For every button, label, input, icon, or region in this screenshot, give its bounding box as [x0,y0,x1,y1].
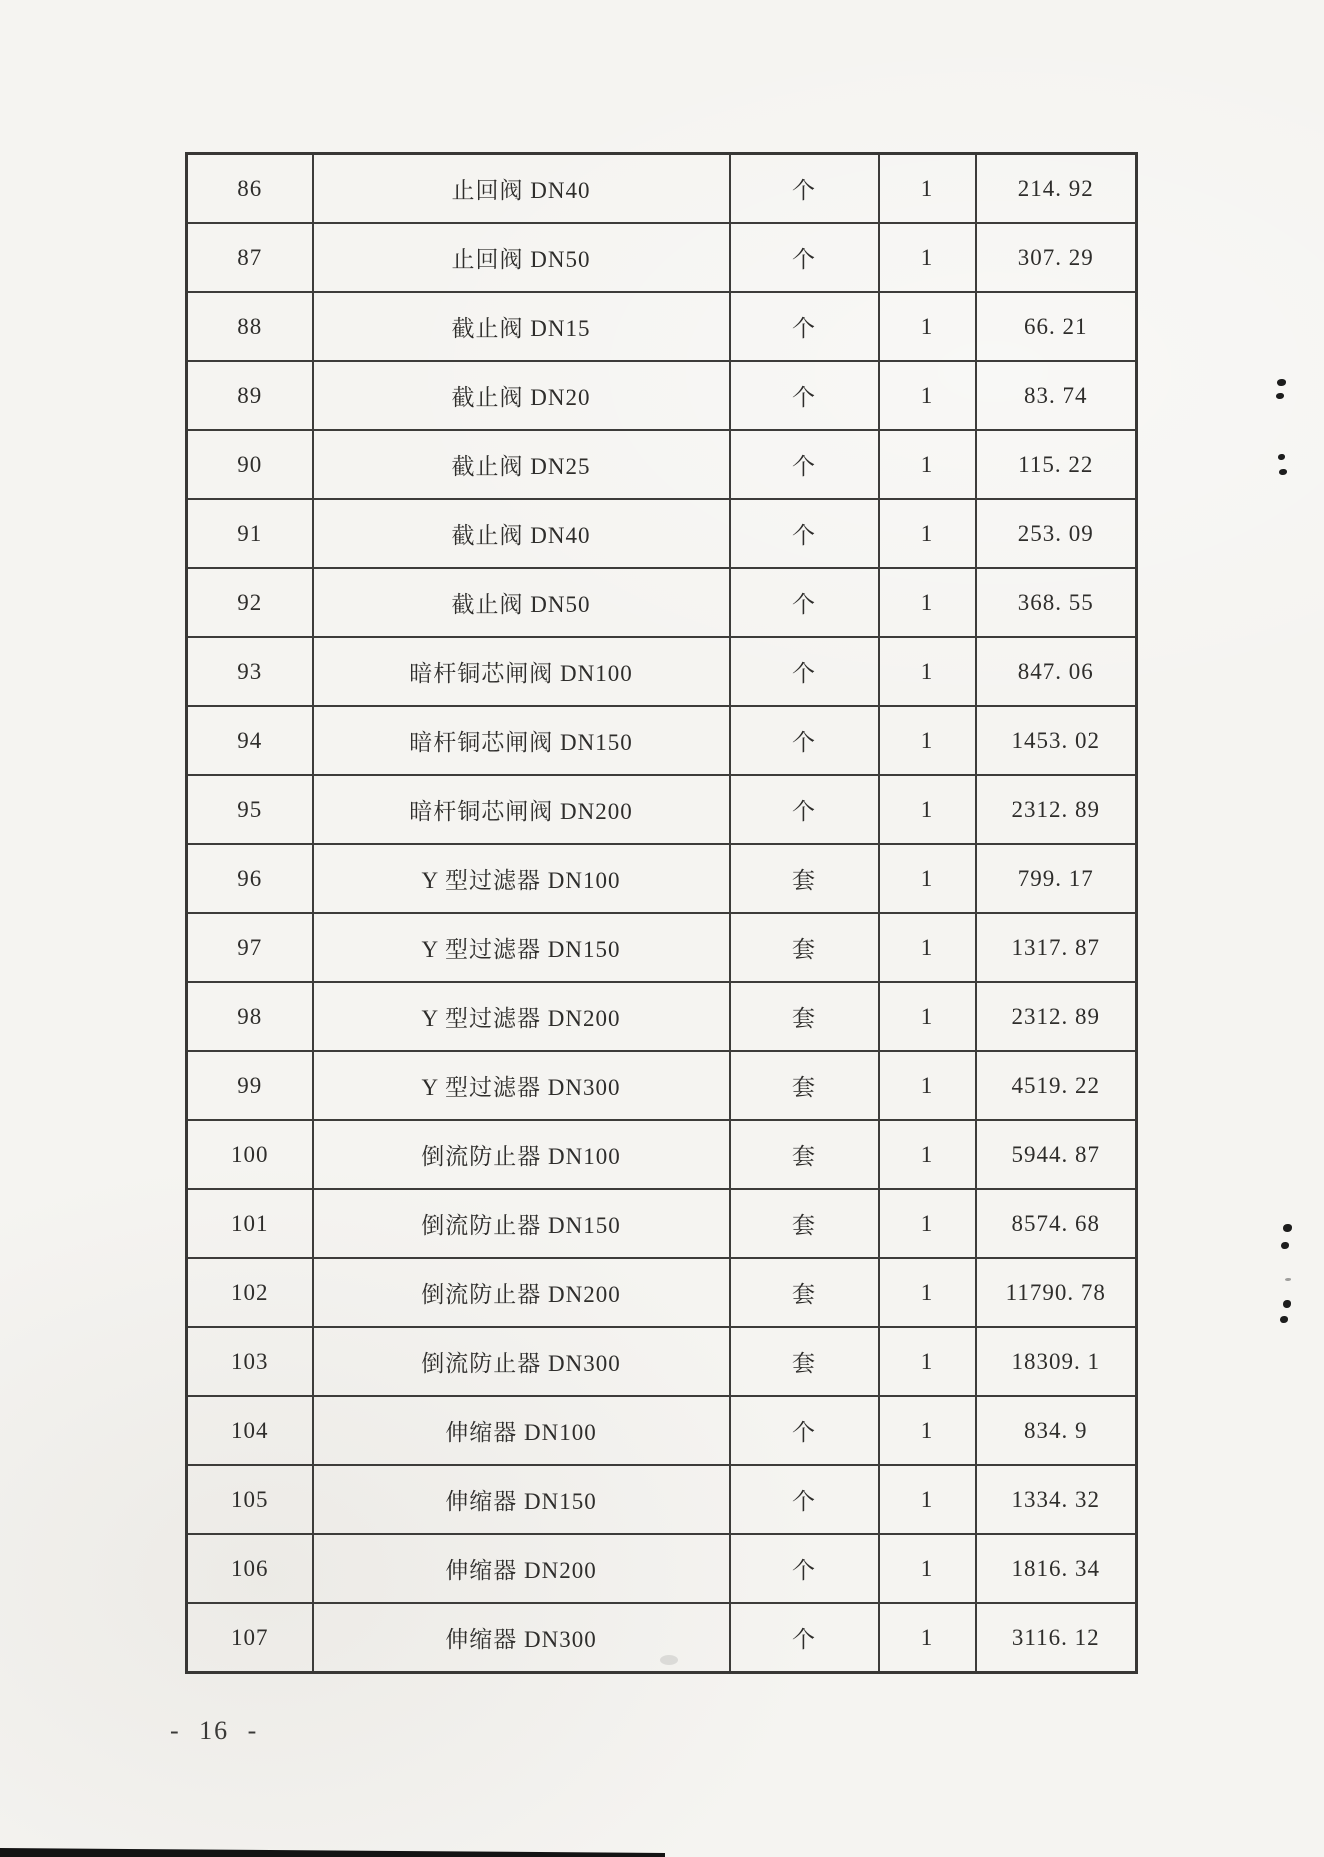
row-index-cell: 99 [187,1051,313,1120]
unit-cell: 个 [730,361,879,430]
quantity-cell: 1 [879,637,976,706]
table-row [187,1051,1137,1120]
unit-cell: 个 [730,775,879,844]
item-name-cell: 止回阀 DN50 [313,223,730,292]
ink-speck [1276,393,1284,399]
unit-cell: 个 [730,154,879,224]
ink-speck [1283,1300,1291,1308]
row-index-cell: 95 [187,775,313,844]
scan-artifact-bottom-edge [0,1848,665,1857]
unit-cell: 套 [730,982,879,1051]
row-index-cell: 103 [187,1327,313,1396]
table-row [187,982,1137,1051]
quantity-cell: 1 [879,982,976,1051]
row-index-cell: 100 [187,1120,313,1189]
table-row [187,844,1137,913]
row-index-cell: 106 [187,1534,313,1603]
item-name-cell: 截止阀 DN15 [313,292,730,361]
item-name-cell: 倒流防止器 DN300 [313,1327,730,1396]
row-index-cell: 92 [187,568,313,637]
table-row [187,1396,1137,1465]
ink-speck [1280,1316,1288,1323]
price-cell: 368. 55 [976,568,1137,637]
quantity-cell: 1 [879,1120,976,1189]
quantity-cell: 1 [879,292,976,361]
price-cell: 2312. 89 [976,775,1137,844]
row-index-cell: 102 [187,1258,313,1327]
table-row [187,223,1137,292]
quantity-cell: 1 [879,1051,976,1120]
item-name-cell: 截止阀 DN40 [313,499,730,568]
unit-cell: 套 [730,1258,879,1327]
unit-cell: 套 [730,1051,879,1120]
ink-speck [1281,1242,1289,1249]
unit-cell: 个 [730,1534,879,1603]
unit-cell: 个 [730,568,879,637]
price-cell: 1816. 34 [976,1534,1137,1603]
row-index-cell: 101 [187,1189,313,1258]
unit-cell: 个 [730,430,879,499]
price-cell: 1317. 87 [976,913,1137,982]
quantity-cell: 1 [879,154,976,224]
table-row [187,1534,1137,1603]
table-row [187,1327,1137,1396]
unit-cell: 套 [730,1189,879,1258]
unit-cell: 个 [730,1396,879,1465]
ink-speck [1285,1278,1291,1281]
quantity-cell: 1 [879,430,976,499]
unit-cell: 个 [730,223,879,292]
price-cell: 1453. 02 [976,706,1137,775]
table-row [187,1120,1137,1189]
table-row [187,1465,1137,1534]
table-row [187,1258,1137,1327]
unit-cell: 个 [730,637,879,706]
quantity-cell: 1 [879,1534,976,1603]
quantity-cell: 1 [879,1189,976,1258]
item-name-cell: 截止阀 DN25 [313,430,730,499]
row-index-cell: 105 [187,1465,313,1534]
table-row [187,913,1137,982]
table-row [187,706,1137,775]
price-list-table [185,152,1138,1674]
price-cell: 115. 22 [976,430,1137,499]
item-name-cell: 暗杆铜芯闸阀 DN100 [313,637,730,706]
row-index-cell: 91 [187,499,313,568]
price-cell: 5944. 87 [976,1120,1137,1189]
price-cell: 799. 17 [976,844,1137,913]
row-index-cell: 88 [187,292,313,361]
item-name-cell: 暗杆铜芯闸阀 DN200 [313,775,730,844]
price-cell: 83. 74 [976,361,1137,430]
price-cell: 847. 06 [976,637,1137,706]
price-cell: 2312. 89 [976,982,1137,1051]
row-index-cell: 90 [187,430,313,499]
table-row [187,361,1137,430]
quantity-cell: 1 [879,706,976,775]
unit-cell: 个 [730,1603,879,1673]
item-name-cell: 伸缩器 DN300 [313,1603,730,1673]
table-row [187,292,1137,361]
item-name-cell: 倒流防止器 DN200 [313,1258,730,1327]
quantity-cell: 1 [879,568,976,637]
quantity-cell: 1 [879,775,976,844]
item-name-cell: 伸缩器 DN150 [313,1465,730,1534]
row-index-cell: 104 [187,1396,313,1465]
row-index-cell: 107 [187,1603,313,1673]
table-row [187,430,1137,499]
item-name-cell: Y 型过滤器 DN100 [313,844,730,913]
price-cell: 3116. 12 [976,1603,1137,1673]
unit-cell: 套 [730,1120,879,1189]
table-row [187,775,1137,844]
quantity-cell: 1 [879,1327,976,1396]
row-index-cell: 89 [187,361,313,430]
quantity-cell: 1 [879,913,976,982]
table-row [187,568,1137,637]
quantity-cell: 1 [879,499,976,568]
table-row [187,499,1137,568]
price-cell: 253. 09 [976,499,1137,568]
row-index-cell: 96 [187,844,313,913]
quantity-cell: 1 [879,844,976,913]
price-cell: 18309. 1 [976,1327,1137,1396]
item-name-cell: 暗杆铜芯闸阀 DN150 [313,706,730,775]
price-cell: 307. 29 [976,223,1137,292]
row-index-cell: 87 [187,223,313,292]
paper-smudge [660,1655,678,1665]
row-index-cell: 97 [187,913,313,982]
unit-cell: 套 [730,844,879,913]
row-index-cell: 93 [187,637,313,706]
table-row [187,637,1137,706]
item-name-cell: 伸缩器 DN200 [313,1534,730,1603]
unit-cell: 套 [730,913,879,982]
item-name-cell: 倒流防止器 DN100 [313,1120,730,1189]
ink-speck [1283,1224,1292,1232]
ink-speck [1278,454,1285,460]
ink-speck [1277,379,1286,386]
unit-cell: 套 [730,1327,879,1396]
unit-cell: 个 [730,1465,879,1534]
row-index-cell: 94 [187,706,313,775]
item-name-cell: Y 型过滤器 DN200 [313,982,730,1051]
price-cell: 8574. 68 [976,1189,1137,1258]
page-number: - 16 - [170,1716,259,1745]
row-index-cell: 86 [187,154,313,224]
item-name-cell: 倒流防止器 DN150 [313,1189,730,1258]
unit-cell: 个 [730,499,879,568]
price-cell: 214. 92 [976,154,1137,224]
table-row [187,154,1137,224]
table-row [187,1189,1137,1258]
price-cell: 1334. 32 [976,1465,1137,1534]
price-table-body [187,154,1137,1673]
item-name-cell: 截止阀 DN20 [313,361,730,430]
unit-cell: 个 [730,292,879,361]
item-name-cell: 止回阀 DN40 [313,154,730,224]
price-cell: 834. 9 [976,1396,1137,1465]
item-name-cell: Y 型过滤器 DN300 [313,1051,730,1120]
price-cell: 66. 21 [976,292,1137,361]
quantity-cell: 1 [879,361,976,430]
unit-cell: 个 [730,706,879,775]
item-name-cell: 截止阀 DN50 [313,568,730,637]
quantity-cell: 1 [879,1465,976,1534]
row-index-cell: 98 [187,982,313,1051]
quantity-cell: 1 [879,1603,976,1673]
quantity-cell: 1 [879,223,976,292]
item-name-cell: Y 型过滤器 DN150 [313,913,730,982]
price-cell: 4519. 22 [976,1051,1137,1120]
quantity-cell: 1 [879,1396,976,1465]
ink-speck [1279,469,1287,475]
item-name-cell: 伸缩器 DN100 [313,1396,730,1465]
price-cell: 11790. 78 [976,1258,1137,1327]
quantity-cell: 1 [879,1258,976,1327]
